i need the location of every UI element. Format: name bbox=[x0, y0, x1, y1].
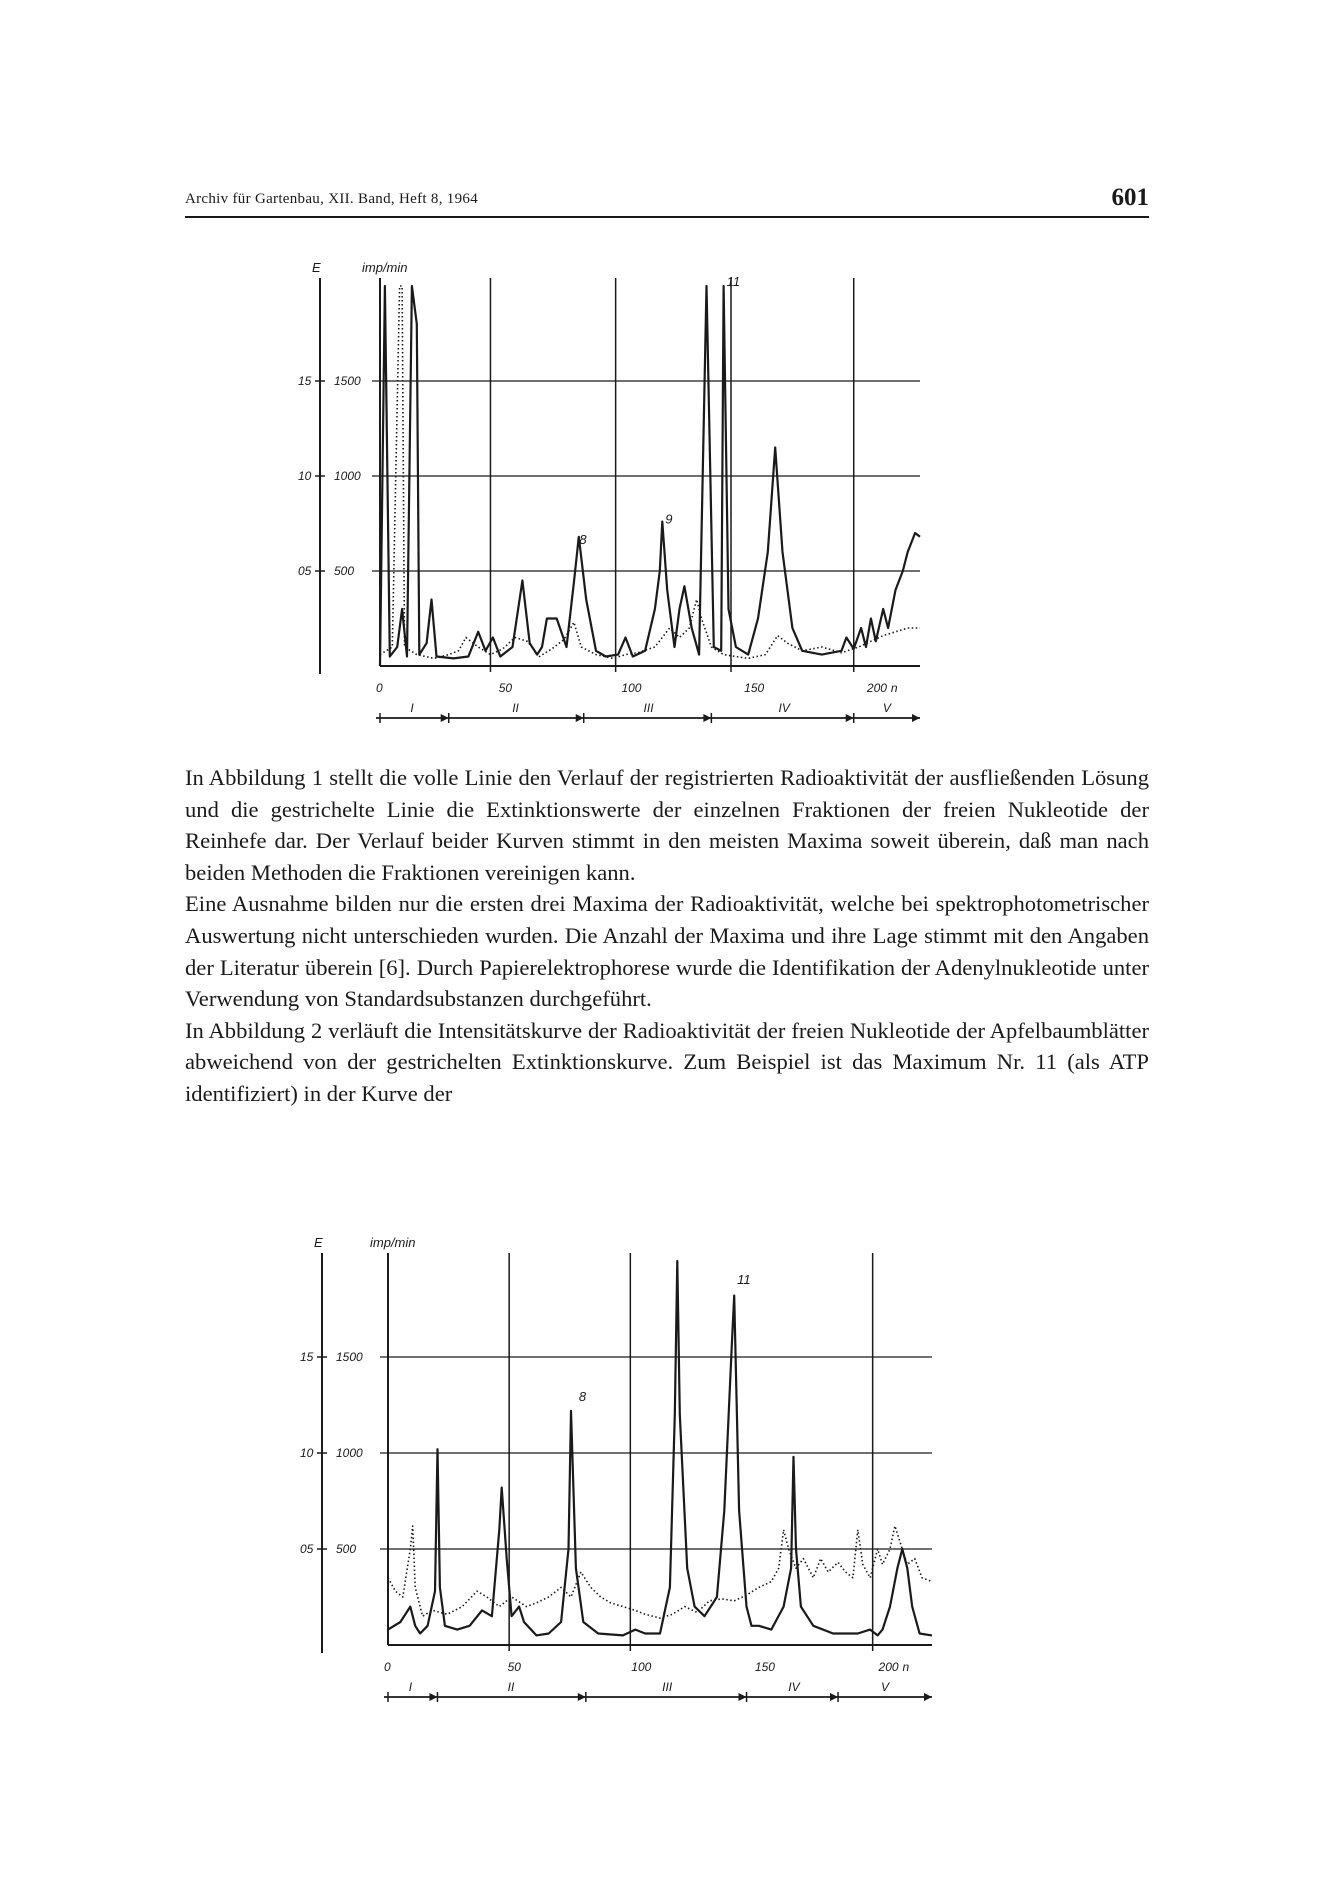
page-header bbox=[185, 178, 1149, 218]
fraction-label: I bbox=[408, 1680, 413, 1694]
x-tick-label: 100 bbox=[621, 681, 642, 695]
x-tick-label: 0 bbox=[376, 681, 383, 695]
body-text bbox=[185, 762, 1149, 1110]
y-right-axis-label: imp/min bbox=[370, 1235, 416, 1250]
y-left-tick-label: 10 bbox=[298, 469, 312, 483]
x-tick-label: 50 bbox=[498, 681, 513, 695]
fraction-label: II bbox=[512, 701, 519, 715]
x-tick-label: 100 bbox=[631, 1660, 652, 1674]
chart-figure-1 bbox=[290, 250, 940, 740]
x-tick-label: 50 bbox=[507, 1660, 521, 1674]
journal-citation: Archiv für Gartenbau, XII. Band, Heft 8, 1964 bbox=[185, 191, 478, 207]
radioactivity-curve bbox=[388, 1261, 932, 1635]
y-left-tick-label: 05 bbox=[298, 564, 312, 578]
x-tick-label: 0 bbox=[384, 1660, 391, 1674]
y-right-tick-label: 1000 bbox=[334, 469, 361, 483]
y-left-tick-label: 15 bbox=[300, 1350, 314, 1364]
x-unit-label: n bbox=[890, 681, 898, 695]
fraction-label: V bbox=[881, 1680, 890, 1694]
fraction-arrowhead bbox=[830, 1693, 838, 1701]
y-right-tick-label: 1500 bbox=[336, 1350, 363, 1364]
paragraph: Eine Ausnahme bilden nur die ersten drei Maxima der Radioaktivität, welche bei spektrophotometrischer Auswertung nicht unterschieden wurden. Die Anzahl der Maxima und ihre Lage stimmt mit den Angaben der Literatur überein [6]. Durch Papierelektrophorese wurde die Identifikation der Adenylnukleotide unter Verwendung von Standardsubstanzen durchgeführt. bbox=[185, 891, 1149, 1012]
fraction-label: I bbox=[410, 701, 414, 715]
fraction-arrowhead bbox=[441, 714, 449, 722]
peak-label: 9 bbox=[665, 511, 673, 527]
peak-label: 8 bbox=[578, 1389, 587, 1404]
figure-2 bbox=[290, 1225, 950, 1715]
fraction-arrowhead bbox=[703, 714, 711, 722]
fraction-label: IV bbox=[778, 701, 790, 715]
fraction-arrowhead bbox=[846, 714, 854, 722]
extinction-curve bbox=[388, 1526, 932, 1618]
fraction-label: V bbox=[882, 701, 891, 715]
peak-label: 11 bbox=[737, 1271, 751, 1287]
y-right-tick-label: 1000 bbox=[336, 1446, 363, 1460]
figure-1 bbox=[290, 250, 940, 740]
peak-label: 8 bbox=[579, 532, 587, 548]
fraction-label: IV bbox=[788, 1680, 800, 1694]
fraction-arrowhead bbox=[576, 714, 584, 722]
y-left-tick-label: 10 bbox=[300, 1446, 314, 1460]
fraction-arrowhead bbox=[739, 1693, 747, 1701]
y-left-axis-label: E bbox=[312, 260, 321, 275]
fraction-label: III bbox=[643, 701, 654, 715]
y-right-axis-label: imp/min bbox=[362, 260, 408, 275]
extinction-curve bbox=[380, 286, 920, 658]
y-right-tick-label: 1500 bbox=[334, 374, 361, 388]
y-left-tick-label: 05 bbox=[300, 1542, 314, 1556]
paragraph: In Abbildung 2 verläuft die Intensitätskurve der Radioaktivität der freien Nukleotide der Apfelbaumblätter abweichend von der gestrichelten Extinktionskurve. Zum Beispiel ist das Maximum Nr. 11 (als ATP identifiziert) in der Kurve der bbox=[185, 1017, 1149, 1106]
x-tick-label: 200 bbox=[878, 1660, 899, 1674]
y-right-tick-label: 500 bbox=[334, 564, 355, 578]
page-number: 601 bbox=[1111, 184, 1149, 211]
y-left-tick-label: 15 bbox=[298, 374, 312, 388]
y-right-tick-label: 500 bbox=[336, 1542, 357, 1556]
fraction-arrowhead bbox=[924, 1693, 932, 1701]
peak-label: 11 bbox=[726, 273, 741, 289]
x-tick-label: 150 bbox=[744, 681, 765, 695]
fraction-label: III bbox=[662, 1680, 673, 1694]
fraction-arrowhead bbox=[578, 1693, 586, 1701]
paragraph: In Abbildung 1 stellt die volle Linie den Verlauf der registrierten Radioaktivität der ausfließenden Lösung und die gestrichelte Linie die Extinktionswerte der einzelnen Fraktionen der freien Nukleotide der Reinhefe dar. Der Verlauf beider Kurven stimmt in den meisten Maxima soweit überein, daß man nach beiden Methoden die Fraktionen vereinigen kann. bbox=[185, 765, 1149, 885]
fraction-arrowhead bbox=[429, 1693, 437, 1701]
y-left-axis-label: E bbox=[314, 1235, 323, 1250]
x-unit-label: n bbox=[902, 1660, 910, 1674]
fraction-arrowhead bbox=[912, 714, 920, 722]
x-tick-label: 200 bbox=[866, 681, 887, 695]
fraction-label: II bbox=[507, 1680, 515, 1694]
chart-figure-2 bbox=[290, 1225, 950, 1715]
x-tick-label: 150 bbox=[754, 1660, 775, 1674]
